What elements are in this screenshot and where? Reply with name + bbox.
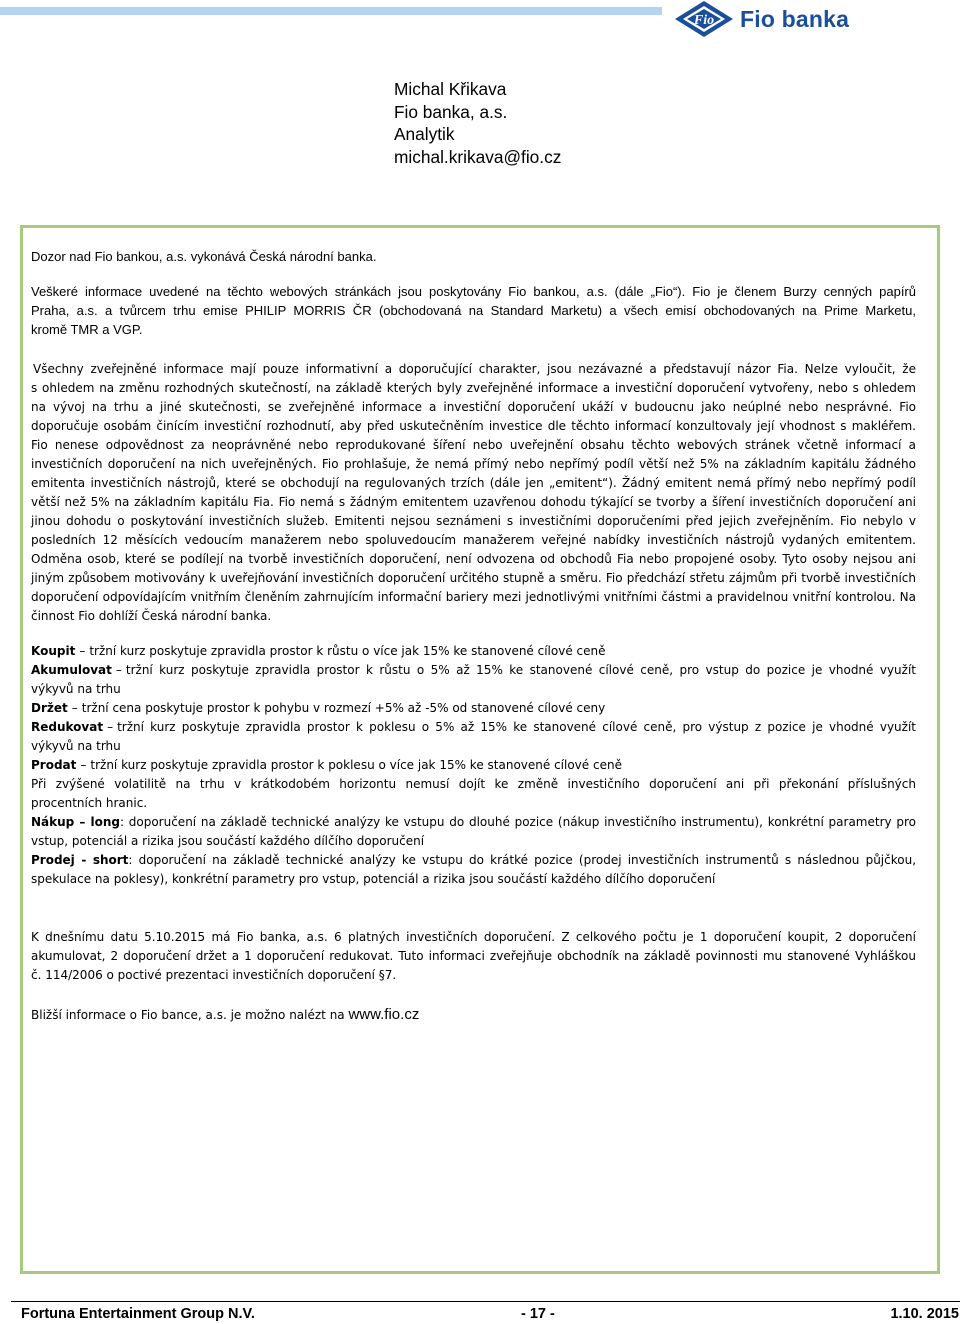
page-footer (21, 1304, 959, 1324)
disclaimer-line: Odměna osob, které se podílejí na tvorbě investičních doporučení, není odvozena od obchodů Fia nebo propojené osoby. Tyto osoby nejsou ani (31, 552, 916, 566)
disclaimer-line: s ohledem na změnu rozhodných skutečností, na základě kterých byly zveřejněné informace a investiční doporučení vytvořeny, nebo s ohledem (31, 381, 916, 395)
recommendation-summary (31, 928, 916, 985)
rating-term: Prodat (31, 758, 77, 772)
rating-definition: tržní kurz poskytuje zpravidla prostor k poklesu o 5% až 15% ke stanovené cílové ceně, pro výstup z pozice je vhodné využít (117, 720, 916, 734)
info-line: Veškeré informace uvedené na těchto webových stránkách jsou poskytovány Fio bankou, a.s. (dále „Fio“). Fio je členem Burzy cenných papírů (31, 284, 916, 299)
rating-drzet: Držet – tržní cena poskytuje prostor k pohybu v rozmezí +5% až -5% od stanovené cílové ceny (31, 701, 606, 715)
more-info (31, 1005, 916, 1025)
rating-definition-cont: výkyvů na trhu (31, 739, 121, 753)
rating-term: Nákup – long (31, 815, 120, 829)
summary-line: akumulovat, 2 doporučení držet a 1 doporučení redukovat. Tuto informaci zveřejňuje obchodník na základě povinnosti mu stanovené Vyhláškou (31, 949, 916, 963)
rating-term: Držet (31, 701, 68, 715)
disclaimer-line: Fio nenese odpovědnost za neoprávněné nebo reprodukované šíření nebo uveřejnění obsahu těchto webových stránek včetně informací a (31, 438, 916, 452)
rating-akumulovat: Akumulovat – tržní kurz poskytuje zpravidla prostor k růstu o 5% až 15% ke stanovené cílové ceně, pro vstup do pozice je vhodné využít (31, 663, 916, 677)
analyst-company: Fio banka, a.s. (394, 101, 508, 122)
header-bar (0, 7, 662, 15)
disclaimer-line: posledních 12 měsících vedoucím manažerem nebo spoluvedoucím manažerem veřejné nabídky investičních nástrojů vydaných emitentem. (31, 533, 916, 547)
analyst-email[interactable]: michal.krikava@fio.cz (394, 147, 562, 168)
rating-definition: : doporučení na základě technické analýzy ke vstupu do krátké pozice (prodej investičních instrumentů s následnou půjčkou, (128, 853, 917, 867)
analyst-name: Michal Křikava (394, 79, 507, 99)
footer-date: 1.10. 2015 (890, 1306, 959, 1322)
rating-redukovat: Redukovat – tržní kurz poskytuje zpravidla prostor k poklesu o 5% až 15% ke stanovené cílové ceně, pro výstup z pozice je vhodné využít (31, 720, 916, 734)
disclaimer-line: jinou dohodu o poskytování investičních služeb. Emitenti nejsou seznámeni s investičními doporučeními před jejich zveřejněním. Fio nebylo v (31, 514, 916, 528)
rating-prodat: Prodat – tržní kurz poskytuje zpravidla prostor k poklesu o více jak 15% ke stanovené cílové ceně (31, 758, 622, 772)
rating-definition: tržní kurz poskytuje zpravidla prostor k poklesu o více jak 15% ke stanovené cílové ceně (90, 758, 622, 772)
fio-logo-icon (674, 0, 734, 38)
summary-line: K dnešnímu datu 5.10.2015 má Fio banka, a.s. 6 platných investičních doporučení. Z celkového počtu je 1 doporučení koupit, 2 doporučení (31, 930, 916, 944)
rating-koupit: Koupit – tržní kurz poskytuje zpravidla prostor k růstu o více jak 15% ke stanovené cílové ceně (31, 644, 606, 658)
rating-definition-cont: výkyvů na trhu (31, 682, 121, 696)
ratings-legend (31, 642, 916, 889)
rating-definition: tržní cena poskytuje prostor k pohybu v rozmezí +5% až -5% od stanovené cílové ceny (81, 701, 606, 715)
supervision-note (31, 247, 916, 266)
disclaimer-paragraph (33, 360, 916, 379)
brand-name: Fio banka (740, 5, 850, 32)
disclaimer-line: emitenta investičních nástrojů, které se obchodují na regulovaných trzích (dále jen „emitent“). Žádný emitent nemá přímý nebo nepřímý podíl (31, 476, 916, 490)
disclaimer-line: jiným způsobem motivovány k uveřejňování investičních doporučení určitého stupně a směru. Fio předchází střetu zájmům při tvorbě investičních (31, 571, 916, 585)
footer-page-number: - 17 - (521, 1306, 555, 1322)
disclaimer-line: větší než 5% na základním kapitálu Fia. Fio nemá s žádným emitentem uzavřenou dohodu týkající se tvorby a šíření investičních doporučení ani (31, 495, 916, 509)
footer-divider (11, 1301, 960, 1302)
rating-prodej-short (31, 851, 916, 870)
disclaimer-line: na vývoj na trhu a jiné skutečnosti, se zveřejněné informace a investiční doporučení ukáží v budoucnu jako neúplné nebo nesprávné. Fio (31, 400, 916, 414)
fio-website-link[interactable]: www.fio.cz (348, 1006, 420, 1023)
info-line: kromě TMR a VGP. (31, 322, 143, 337)
rating-nakup-long (31, 813, 916, 832)
rating-term: Redukovat (31, 720, 104, 734)
disclaimer-line: Všechny zveřejněné informace mají pouze informativní a doporučující charakter, jsou nezávazné a představují názor Fia. Nelze vyloučit, že (33, 362, 916, 376)
volatility-note: Při zvýšené volatilitě na trhu v krátkodobém horizontu nemusí dojít ke změně investičního doporučení ani při překonání příslušných (31, 777, 916, 791)
rating-definition: tržní kurz poskytuje zpravidla prostor k růstu o 5% až 15% ke stanovené cílové ceně, pro vstup do pozice je vhodné využít (125, 663, 916, 677)
more-info-text: Bližší informace o Fio bance, a.s. je možno nalézt na (31, 1008, 349, 1022)
summary-line: č. 114/2006 o poctivé prezentaci investičních doporučení §7. (31, 968, 397, 982)
rating-definition-cont: vstup, potenciál a rizika jsou součástí každého dílčího doporučení (31, 834, 425, 848)
info-line: Praha, a.s. a tvůrcem trhu emise PHILIP MORRIS ČR (obchodovaná na Standard Marketu) a všech emisí obchodovaných na Prime Marketu, (31, 303, 916, 318)
disclaimer-line: investičních doporučení na nich uveřejněných. Fio prohlašuje, že nemá přímý nebo nepřímý podíl větší než 5% na základním kapitálu žádného (31, 457, 916, 471)
rating-definition: tržní kurz poskytuje zpravidla prostor k růstu o více jak 15% ke stanovené cílové ceně (89, 644, 606, 658)
footer-company: Fortuna Entertainment Group N.V. (21, 1306, 255, 1322)
rating-term: Akumulovat (31, 663, 112, 677)
disclaimer-line: doporučuje osobám činícím investiční rozhodnutí, aby před uskutečněním investice dle těchto informací konzultovaly její vhodnost s makléřem. (31, 419, 916, 433)
analyst-contact (394, 78, 561, 169)
fio-banka-logo (674, 0, 879, 38)
disclaimer-line: činnost Fio dohlíží Česká národní banka. (31, 609, 272, 623)
rating-term: Prodej - short (31, 853, 129, 867)
analyst-role: Analytik (394, 124, 455, 145)
info-paragraph (31, 282, 916, 339)
disclaimer-line: doporučení odpovídajícím vnitřním členěním zahrnujícím informační bariery mezi jednotlivými vnitřními částmi a pravidelnou vnitřní kontrolou. Na (31, 590, 916, 604)
logo-mark-text: Fio (693, 13, 715, 28)
rating-definition: : doporučení na základě technické analýzy ke vstupu do dlouhé pozice (nákup investičního instrumentu), konkrétní parametry pro (119, 815, 916, 829)
rating-definition-cont: spekulace na poklesy), konkrétní parametry pro vstup, potenciál a rizika jsou součástí každého dílčího doporučení (31, 872, 716, 886)
disclaimer-paragraph-body (31, 379, 916, 626)
supervision-text: Dozor nad Fio bankou, a.s. vykonává Česká národní banka. (31, 249, 377, 264)
volatility-note-cont: procentních hranic. (31, 796, 148, 810)
rating-term: Koupit (31, 644, 76, 658)
